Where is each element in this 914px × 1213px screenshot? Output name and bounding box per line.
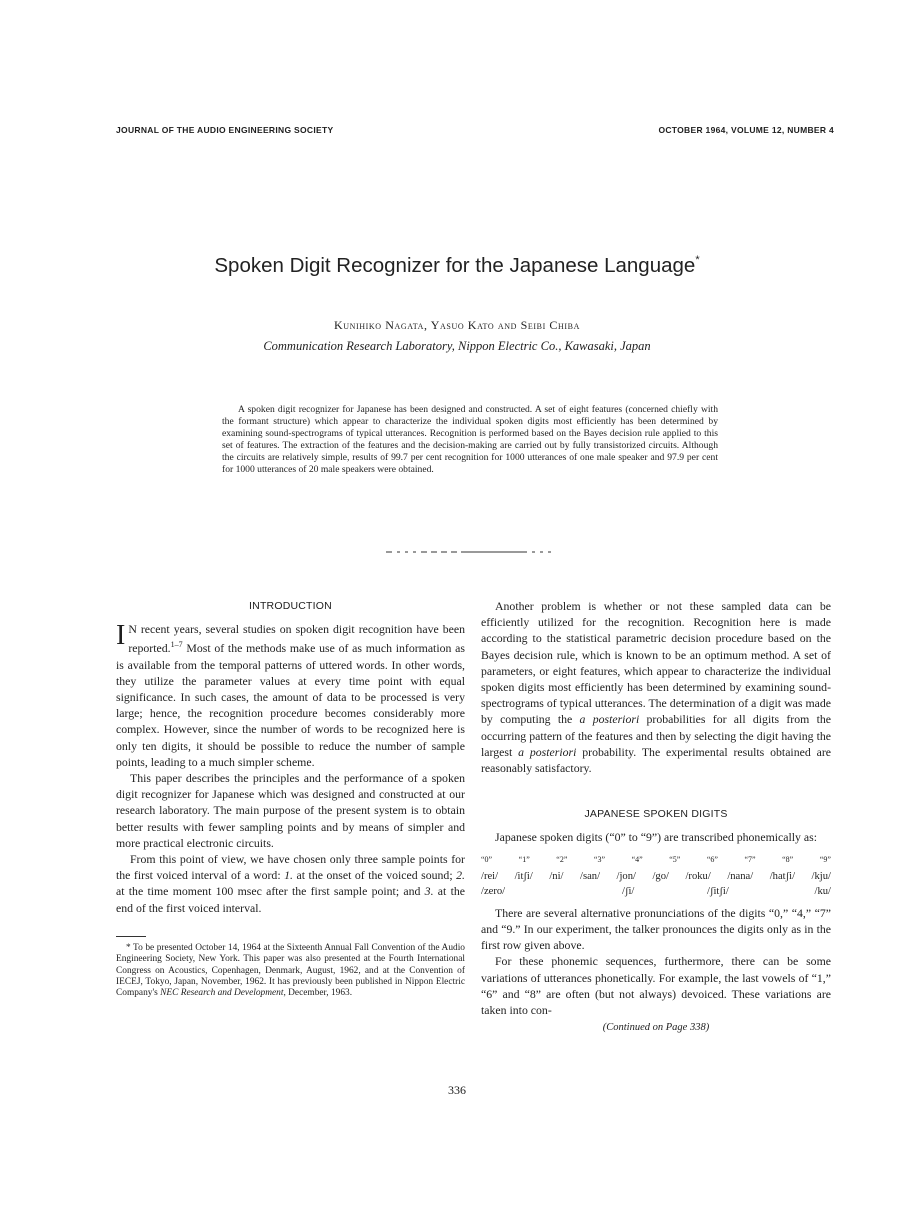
introduction-heading: INTRODUCTION — [249, 600, 332, 612]
phoneme: /roku/ — [685, 870, 711, 882]
japanese-digits-heading: JAPANESE SPOKEN DIGITS — [584, 808, 728, 821]
digit-label: “3” — [593, 854, 606, 864]
issue-header: OCTOBER 1964, VOLUME 12, NUMBER 4 — [658, 125, 834, 135]
a-posteriori-1: a posteriori — [579, 712, 640, 727]
drop-cap: I — [116, 620, 126, 652]
right-p1-a: Another problem is whether or not these sampled data can be efficiently utilized for the recognition. Recognition here is made according to the statistical parametric decision procedure based on the Bayes decision rule, which is known to be an optimum method. A set of parameters, or eight features, which appear to characterize the individual spoken digits most efficiently has been determined by examining sound-spectrograms of typical utterances. The determination of a digit was made by computing the — [481, 599, 831, 727]
intro-paragraph-3 — [116, 851, 465, 916]
continued-note: (Continued on Page 338) — [602, 1022, 710, 1034]
phoneme: /go/ — [652, 870, 669, 882]
phoneme-alt: /ʃi/ — [622, 885, 635, 897]
intro-reference: 1–7 — [170, 640, 183, 650]
sample-point-3: 3. — [424, 884, 434, 899]
phoneme: /kju/ — [811, 870, 831, 882]
intro-p1-rest: Most of the methods make use of as much information as is available from the temporal patterns of uttered words. In other words, they utilize the parameter values at every time point with equal significance. In such cases, the amount of data to be processed is very large; hence, the recognition procedure becomes considerably more complex. However, since the number of words to be recognized here is only ten digits, it should be possible to reduce the number of sample points, leading to a much simpler scheme. — [116, 641, 465, 769]
digit-label: “5” — [669, 854, 681, 864]
digit-label: “9” — [819, 854, 831, 864]
authors: Kunihiko Nagata, Yasuo Kato and Seibi Chiba — [333, 318, 580, 332]
page-number: 336 — [448, 1083, 466, 1097]
right-paragraph-1 — [481, 598, 831, 776]
digit-label: “8” — [782, 854, 794, 864]
abstract: A spoken digit recognizer for Japanese has been designed and constructed. A set of eight features (concerned chiefly with the formant structure) which appear to characterize the individual spoken digits most efficiently has been determined by examining sound-spectrograms of typical utterances. Recognition is performed based on the Bayes decision rule applied to this set of features. The extraction of the features and the decision-making are carried out by fully transistorized circuits. Although the circuits are relatively simple, results of 99.7 per cent recognition for 1000 utterances of one male speaker and 97.9 per cent for 1000 utterances of 20 male speakers were obtained. — [222, 404, 718, 476]
right-column — [481, 598, 831, 1036]
section-divider — [386, 551, 554, 553]
digit-label: “7” — [744, 854, 756, 864]
phoneme: /jon/ — [616, 870, 636, 882]
paper-title — [0, 254, 914, 278]
phoneme-alt: /ʃitʃi/ — [707, 885, 729, 897]
phoneme-alt: /ku/ — [814, 885, 831, 897]
phoneme: /san/ — [580, 870, 601, 882]
sample-point-1: 1. — [284, 868, 293, 883]
phoneme: /itʃi/ — [514, 870, 533, 882]
digit-label: “6” — [706, 854, 718, 864]
digit-label: “1” — [518, 854, 530, 864]
footnote — [116, 943, 465, 1000]
footnote-text-b: , December, 1963. — [283, 988, 353, 999]
a-posteriori-2: a posteriori — [518, 744, 577, 759]
right-paragraph-4: For these phonemic sequences, furthermore, there can be some variations of utterances phonetically. For example, the last vowels of “1,” “6” and “8” are often (but not always) devoiced. These variations are taken into con- — [481, 954, 831, 1018]
sample-point-2: 2. — [456, 868, 465, 883]
right-paragraph-2: Japanese spoken digits (“0” to “9”) are transcribed phonemically as: — [495, 830, 818, 845]
phoneme: /rei/ — [481, 870, 499, 882]
intro-p3-c: at the time moment 100 msec after the first sample point; and — [116, 884, 425, 899]
phoneme-alt: /zero/ — [481, 885, 506, 897]
footnote-text-a: To be presented October 14, 1964 at the Sixteenth Annual Fall Convention of the Audio Engineering Society, New York. This paper was also presented at the Fourth International Congress on Acoustics, Copenhagen, Denmark, August, 1962, and at the Convention of IECEJ, Tokyo, Japan, November, 1962. It has previously been published in Nippon Electric Company's — [116, 942, 465, 999]
title-footnote-mark: * — [695, 254, 700, 266]
journal-header: JOURNAL OF THE AUDIO ENGINEERING SOCIETY — [116, 125, 334, 135]
footnote-mark: * — [126, 942, 131, 953]
right-p1-c: probability. The experimental results obtained are reasonably satisfactory. — [481, 744, 831, 776]
intro-paragraph-1 — [116, 621, 465, 770]
digit-label: “2” — [556, 854, 568, 864]
intro-p3-b: at the onset of the voiced sound; — [292, 868, 457, 883]
intro-p3-a: From this point of view, we have chosen only three sample points for the first voiced interval of a word: — [116, 851, 465, 883]
digit-labels-row — [481, 852, 831, 868]
right-p1-b: probabilities for all digits from the occurring pattern of the features and then by selecting the digit having the largest — [481, 712, 831, 759]
left-column — [116, 598, 465, 1000]
intro-p3-d: at the end of the first voiced interval. — [116, 884, 465, 915]
footnote-journal: NEC Research and Development — [160, 988, 284, 999]
right-paragraph-3: There are several alternative pronunciations of the digits “0,” “4,” “7” and “9.” In our experiment, the talker pronounces the digits only as in the first row given above. — [481, 905, 831, 953]
intro-p1-text: N recent years, several studies on spoken digit recognition have been reported. — [128, 622, 465, 656]
paper-title-text: Spoken Digit Recognizer for the Japanese Language — [214, 254, 696, 277]
phonemic-row-1 — [481, 870, 831, 884]
phoneme: /ni/ — [549, 870, 564, 882]
digit-label: “0” — [481, 854, 493, 864]
affiliation: Communication Research Laboratory, Nippon Electric Co., Kawasaki, Japan — [263, 339, 651, 353]
intro-paragraph-2: This paper describes the principles and the performance of a spoken digit recognizer for Japanese which was designed and constructed at our research laboratory. The main purpose of the present system is to obtain better results with fewer sampling points and by means of simpler and more practical electronic circuits. — [116, 770, 465, 850]
phoneme: /nana/ — [727, 870, 754, 882]
digit-label: “4” — [631, 854, 643, 864]
phoneme: /hatʃi/ — [769, 870, 796, 882]
footnote-rule — [116, 936, 146, 937]
phonemic-row-2 — [481, 884, 831, 899]
